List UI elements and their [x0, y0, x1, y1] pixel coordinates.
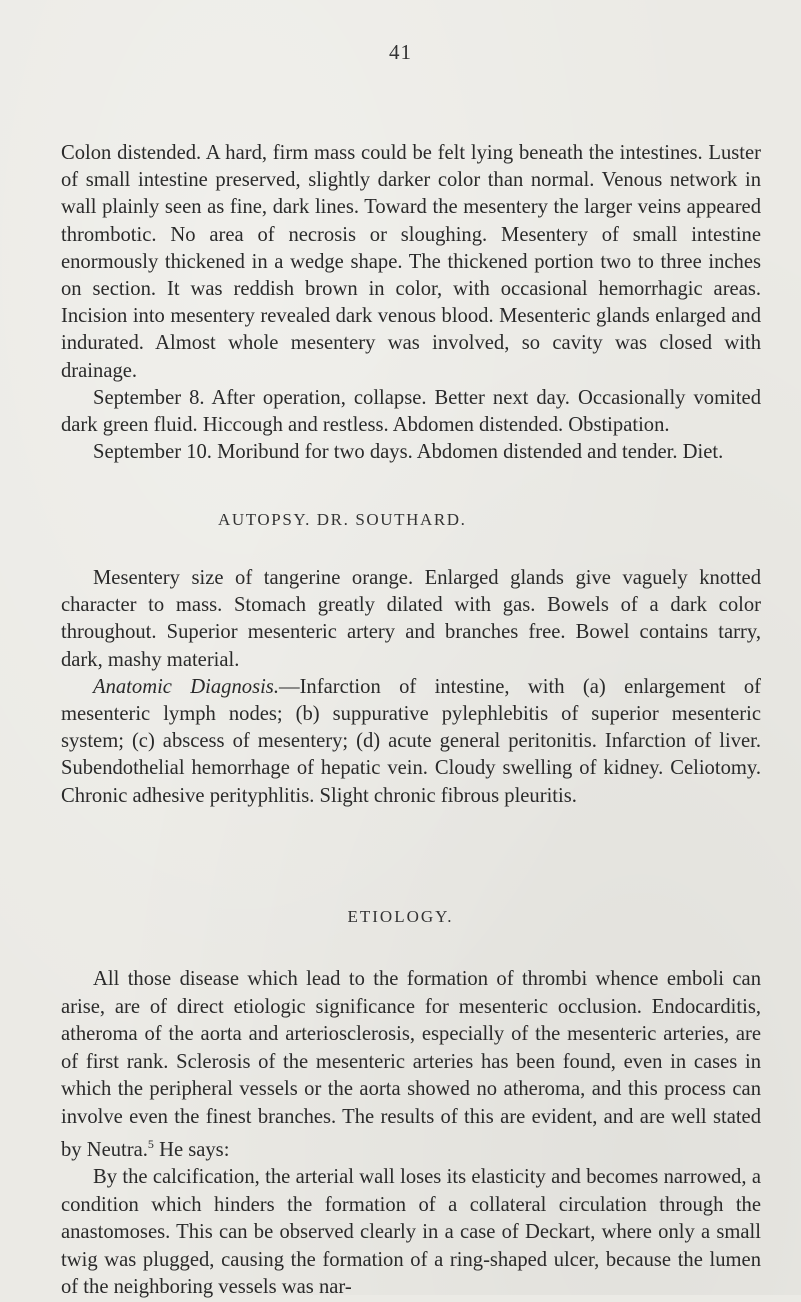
case-paragraph: Colon distended. A hard, firm mass could be felt lying beneath the intestines. Luster of small intestine preserved, slightly darker color than normal. Venous network in wall plainly seen as fine, dark lines. Toward the mesentery the larger veins appeared thrombotic. No area of necrosis or sloughing. Mesentery of small intestine enormously thickened in a wedge shape. The thickened portion two to three inches on section. It was reddish brown in color, with occasional hemorrhagic areas. Incision into mesentery revealed dark venous blood. Mesenteric glands enlarged and indurated. Almost whole mesentery was involved, so cavity was closed with drainage.: [61, 142, 761, 382]
case-paragraph: September 10. Moribund for two days. Abdomen distended and tender. Diet.: [93, 441, 724, 464]
etiology-section: [61, 966, 761, 1302]
etiology-heading: ETIOLOGY.: [347, 907, 454, 926]
etiology-text: All those disease which lead to the formation of thrombi whence emboli can arise, are of direct etiologic significance for mesenteric occlusion. Endocarditis, atheroma of the aorta and arteriosclerosis, especially of the mesenteric arteries, are of first rank. Sclerosis of the mesenteric arteries has been found, even in cases in which the peripheral vessels or the aorta showed no atheroma, and this process can involve even the finest branches. The results of this are evident, and are well stated by Neutra.: [61, 968, 761, 1161]
autopsy-heading: AUTOPSY. DR. SOUTHARD.: [218, 510, 467, 529]
anatomic-diagnosis-label: Anatomic Diagnosis.: [93, 675, 279, 698]
page-number: 41: [389, 40, 412, 64]
case-paragraph: September 8. After operation, collapse. Better next day. Occasionally vomited dark green fluid. Hiccough and restless. Abdomen distended. Obstipation.: [61, 386, 761, 437]
etiology-quote-paragraph: By the calcification, the arterial wall loses its elasticity and becomes narrowed, a condition which hinders the formation of a collateral circulation through the anastomoses. This can be observed clearly in a case of Deckart, where only a small twig was plugged, causing the formation of a ring-shaped ulcer, because the lumen of the neighboring vessels was nar-: [61, 1166, 761, 1299]
case-notes: [61, 140, 761, 466]
autopsy-paragraph: Mesentery size of tangerine orange. Enlarged glands give vaguely knotted character to mass. Stomach greatly dilated with gas. Bowels of a dark color throughout. Superior mesenteric artery and branches free. Bowel contains tarry, dark, mashy material.: [61, 567, 761, 671]
etiology-text-end: He says:: [153, 1138, 230, 1161]
anatomic-diagnosis-text: —Infarction of intestine, with (a) enlargement of mesenteric lymph nodes; (b) suppurative pylephlebitis of superior mesenteric system; (c) abscess of mesentery; (d) acute general peritonitis. Infarction of liver. Subendothelial hemorrhage of hepatic vein. Cloudy swelling of kidney. Celiotomy. Chronic adhesive perityphlitis. Slight chronic fibrous pleuritis.: [61, 675, 761, 807]
etiology-paragraph: [61, 966, 761, 1164]
footnote-reference: 5: [147, 1137, 154, 1151]
anatomic-diagnosis-paragraph: [61, 674, 761, 810]
autopsy-section: [61, 565, 761, 810]
